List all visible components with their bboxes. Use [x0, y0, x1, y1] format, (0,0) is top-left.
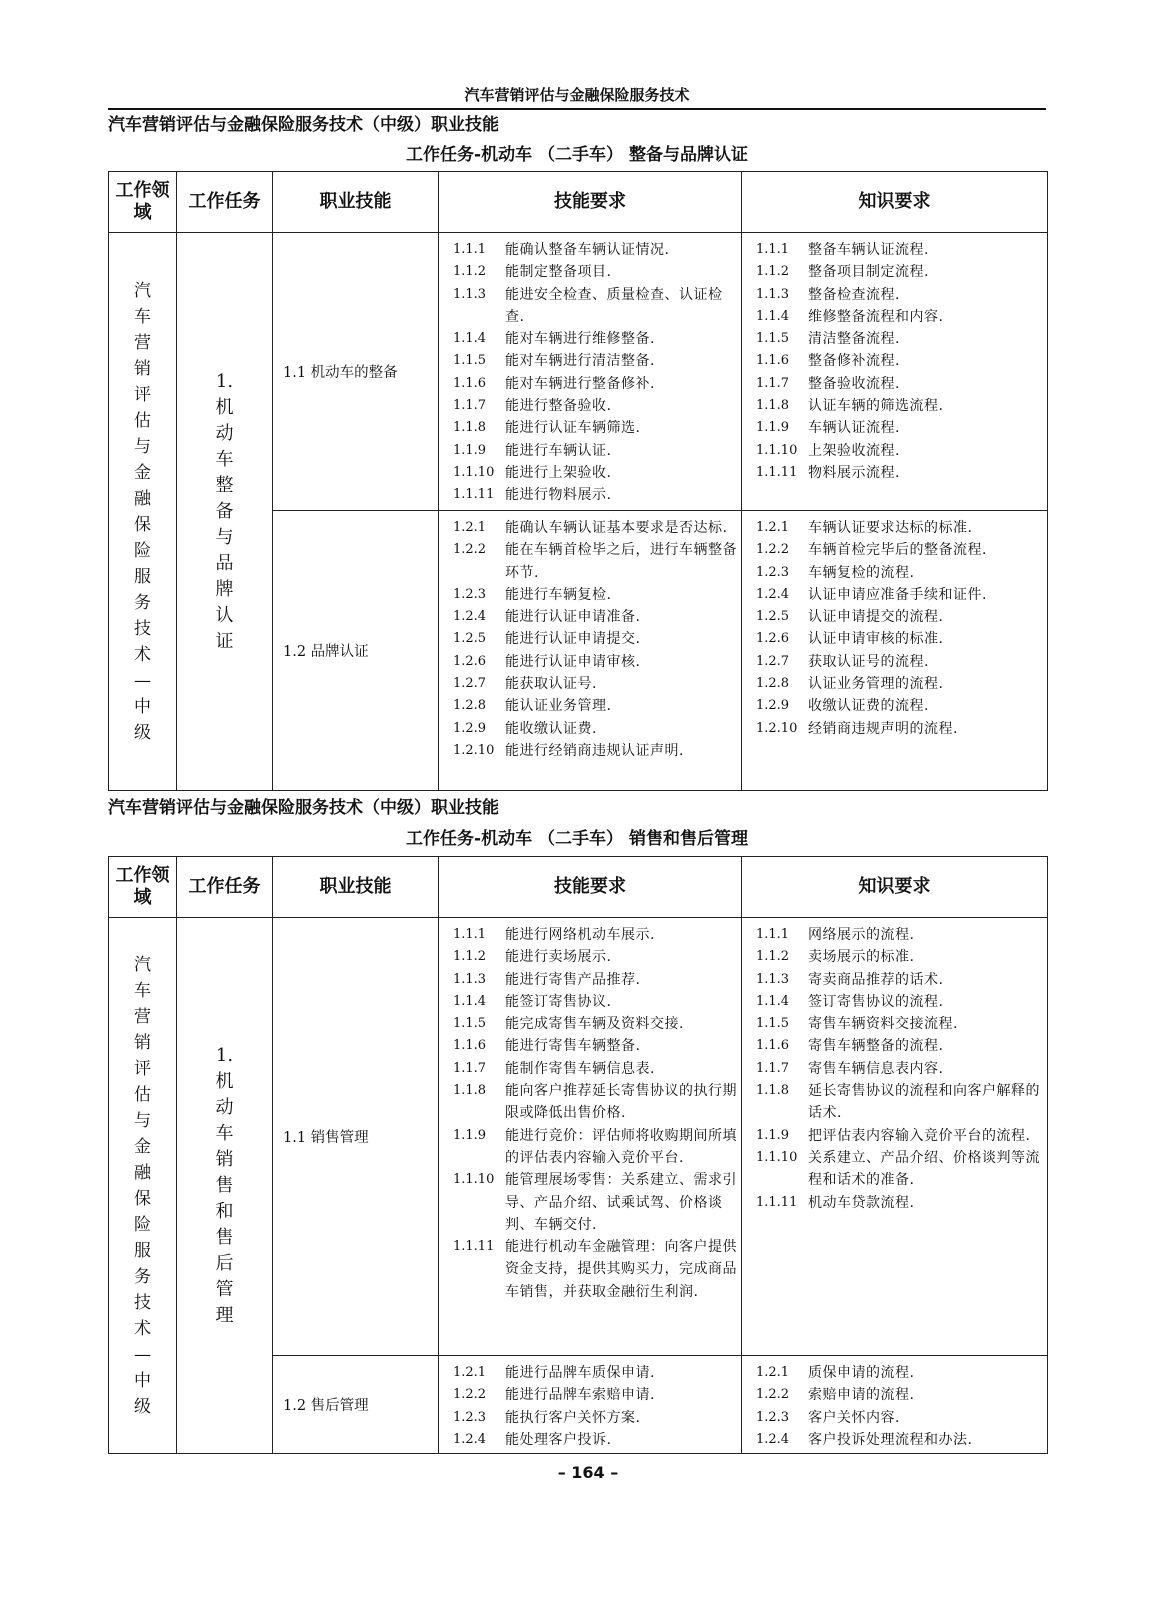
requirement-text: 能进安全检查、质量检查、认证检查. [505, 286, 723, 325]
skill-name: 1.2 售后管理 [273, 1356, 439, 1454]
requirement-number: 1.2.10 [453, 742, 495, 758]
requirement-item [756, 695, 1043, 717]
requirement-item [453, 284, 737, 329]
requirement-number: 1.1.6 [756, 353, 790, 369]
requirement-item [453, 740, 737, 762]
requirement-number: 1.1.3 [756, 971, 790, 987]
requirement-number: 1.2.2 [453, 1387, 487, 1403]
requirement-item [756, 1147, 1043, 1192]
requirement-text: 能认证业务管理. [505, 698, 612, 715]
requirement-text: 能进行品牌车质保申请. [505, 1365, 655, 1381]
requirement-text: 能签订寄售协议. [505, 993, 612, 1010]
requirement-text: 把评估表内容输入竞价平台的流程. [808, 1127, 1031, 1144]
requirement-text: 物料展示流程. [808, 464, 900, 481]
requirement-number: 1.2.6 [453, 653, 487, 669]
requirement-item [453, 395, 737, 417]
skill-requirements [439, 918, 742, 1356]
requirement-text: 认证申请提交的流程. [808, 609, 944, 626]
section-title: 汽车营销评估与金融保险服务技术（中级）职业技能 [108, 798, 499, 818]
requirement-item [453, 517, 737, 539]
requirement-text: 整备验收流程. [808, 375, 900, 392]
column-header: 工作领域 [109, 857, 177, 918]
requirement-text: 寄售车辆整备的流程. [808, 1038, 944, 1055]
requirement-item [453, 1384, 737, 1406]
requirement-item [453, 440, 737, 462]
work-task-cell [177, 918, 273, 1454]
requirement-item [756, 969, 1043, 991]
requirement-number: 1.2.7 [453, 676, 487, 692]
requirement-number: 1.2.2 [453, 542, 487, 558]
work-domain-cell [109, 233, 177, 791]
requirement-item [453, 924, 737, 946]
requirement-text: 能确认整备车辆认证情况. [505, 242, 670, 258]
requirement-number: 1.1.8 [453, 1083, 487, 1099]
requirement-number: 1.2.9 [756, 698, 790, 714]
requirement-number: 1.2.3 [453, 586, 487, 602]
requirement-number: 1.2.5 [453, 631, 487, 647]
requirement-item [756, 584, 1043, 606]
requirement-text: 认证业务管理的流程. [808, 676, 944, 693]
requirement-text: 能进行物料展示. [505, 487, 612, 504]
requirement-number: 1.1.3 [756, 286, 790, 302]
requirement-number: 1.1.11 [453, 487, 495, 503]
column-header: 职业技能 [273, 172, 439, 233]
requirement-item [453, 1429, 737, 1451]
section-title: 汽车营销评估与金融保险服务技术（中级）职业技能 [108, 115, 499, 135]
requirement-text: 认证申请应准备手续和证件. [808, 586, 987, 603]
column-header: 工作任务 [177, 857, 273, 918]
skill-row [109, 918, 1048, 1356]
requirement-text: 客户投诉处理流程和办法. [808, 1431, 973, 1448]
requirement-item [453, 261, 737, 283]
requirement-number: 1.2.2 [756, 1387, 790, 1403]
requirement-text: 上架验收流程. [808, 442, 900, 459]
requirement-item [756, 239, 1043, 261]
requirement-item [756, 628, 1043, 650]
requirement-number: 1.1.1 [453, 242, 487, 257]
requirement-number: 1.1.9 [756, 420, 790, 436]
requirement-text: 能制定整备项目. [505, 264, 612, 281]
requirement-item [756, 1058, 1043, 1080]
requirement-text: 能确认车辆认证基本要求是否达标. [505, 520, 728, 536]
requirement-text: 网络展示的流程. [808, 927, 915, 943]
skill-requirements [439, 1356, 742, 1454]
requirement-number: 1.1.2 [756, 264, 790, 280]
requirement-text: 整备车辆认证流程. [808, 242, 929, 258]
requirement-number: 1.1.4 [756, 308, 790, 324]
requirement-number: 1.1.5 [756, 1016, 790, 1032]
requirement-item [756, 395, 1043, 417]
requirement-number: 1.1.6 [756, 1038, 790, 1054]
requirement-text: 质保申请的流程. [808, 1365, 915, 1381]
requirement-number: 1.1.5 [453, 353, 487, 369]
requirement-item [453, 584, 737, 606]
requirement-text: 能管理展场零售：关系建立、需求引导、产品介绍、试乘试驾、价格谈判、车辆交付. [505, 1172, 737, 1233]
requirement-text: 能进行车辆复检. [505, 586, 612, 603]
column-header: 知识要求 [742, 172, 1048, 233]
requirement-item [453, 673, 737, 695]
requirement-number: 1.1.7 [453, 398, 487, 414]
requirement-text: 能进行认证车辆筛选. [505, 420, 641, 437]
requirement-number: 1.2.6 [756, 631, 790, 647]
requirement-item [453, 462, 737, 484]
requirement-number: 1.1.4 [453, 331, 487, 347]
requirement-number: 1.1.5 [756, 331, 790, 347]
requirement-item [756, 1407, 1043, 1429]
requirement-item [756, 1035, 1043, 1057]
requirement-item [453, 239, 737, 261]
requirement-text: 寄卖商品推荐的话术. [808, 971, 944, 988]
requirement-number: 1.2.3 [756, 1409, 790, 1425]
requirement-text: 整备检查流程. [808, 286, 900, 303]
requirement-item [756, 284, 1043, 306]
requirement-number: 1.2.5 [756, 609, 790, 625]
skills-table [108, 856, 1048, 1454]
requirement-text: 能进行车辆认证. [505, 442, 612, 459]
requirement-number: 1.1.10 [756, 442, 798, 458]
requirement-text: 卖场展示的标准. [808, 949, 915, 966]
requirement-number: 1.1.2 [453, 949, 487, 965]
requirement-item [453, 1362, 737, 1384]
work-domain-cell [109, 918, 177, 1454]
requirement-number: 1.2.3 [453, 1409, 487, 1425]
requirement-text: 寄售车辆资料交接流程. [808, 1016, 958, 1033]
requirement-item [453, 1125, 737, 1170]
requirement-item [453, 417, 737, 439]
requirement-number: 1.2.10 [756, 720, 798, 736]
requirement-item [756, 1125, 1043, 1147]
requirement-text: 能进行认证申请准备. [505, 609, 641, 626]
requirement-text: 能收缴认证费. [505, 720, 597, 737]
work-task: 1.机动车整备与品牌认证 [215, 370, 234, 652]
requirement-item [453, 1236, 737, 1303]
requirement-number: 1.1.4 [453, 993, 487, 1009]
requirement-number: 1.1.1 [453, 927, 487, 942]
requirement-item [453, 373, 737, 395]
requirement-item [756, 606, 1043, 628]
requirement-number: 1.1.9 [453, 442, 487, 458]
requirement-number: 1.1.6 [453, 375, 487, 391]
requirement-text: 能进行品牌车索赔申请. [505, 1387, 655, 1404]
requirement-number: 1.1.1 [756, 242, 790, 257]
skill-row [109, 233, 1048, 511]
requirement-text: 能进行卖场展示. [505, 949, 612, 966]
requirement-item [756, 1384, 1043, 1406]
requirement-text: 寄售车辆信息表内容. [808, 1060, 944, 1077]
requirement-text: 能进行网络机动车展示. [505, 927, 655, 943]
requirement-number: 1.2.1 [453, 1365, 487, 1380]
requirement-number: 1.1.2 [453, 264, 487, 280]
requirement-text: 能制作寄售车辆信息表. [505, 1060, 655, 1077]
requirement-number: 1.1.2 [756, 949, 790, 965]
work-domain: 汽车营销评估与金融保险服务技术—中级 [134, 280, 151, 743]
skills-table [108, 171, 1048, 791]
requirement-text: 能进行寄售车辆整备. [505, 1038, 641, 1055]
column-header: 工作领域 [109, 172, 177, 233]
column-header: 技能要求 [439, 857, 742, 918]
requirement-number: 1.2.2 [756, 542, 790, 558]
running-header: 汽车营销评估与金融保险服务技术 [108, 84, 1046, 110]
requirement-number: 1.1.8 [756, 1083, 790, 1099]
requirement-number: 1.2.1 [756, 520, 790, 535]
requirement-item [756, 1080, 1043, 1125]
requirement-text: 能执行客户关怀方案. [505, 1409, 641, 1426]
knowledge-requirements [742, 918, 1048, 1356]
requirement-item [756, 517, 1043, 539]
requirement-text: 签订寄售协议的流程. [808, 993, 944, 1010]
requirement-number: 1.2.4 [756, 586, 790, 602]
requirement-text: 能进行整备验收. [505, 398, 612, 415]
requirement-text: 车辆认证要求达标的标准. [808, 520, 973, 536]
requirement-text: 能进行竞价：评估师将收购期间所填的评估表内容输入竞价平台. [505, 1127, 737, 1166]
requirement-text: 车辆复检的流程. [808, 564, 915, 581]
requirement-item [756, 440, 1043, 462]
requirement-item [453, 1407, 737, 1429]
requirement-text: 车辆首检完毕后的整备流程. [808, 542, 987, 559]
requirement-item [453, 1013, 737, 1035]
requirement-item [453, 484, 737, 506]
requirement-item [756, 562, 1043, 584]
requirement-number: 1.1.9 [453, 1127, 487, 1143]
column-header: 工作任务 [177, 172, 273, 233]
requirement-number: 1.2.4 [453, 609, 487, 625]
requirement-number: 1.1.8 [756, 398, 790, 414]
requirement-number: 1.2.9 [453, 720, 487, 736]
requirement-item [453, 539, 737, 584]
requirement-text: 整备修补流程. [808, 353, 900, 370]
requirement-number: 1.1.9 [756, 1127, 790, 1143]
skill-name: 1.2 品牌认证 [273, 511, 439, 791]
requirement-item [453, 328, 737, 350]
requirement-number: 1.2.7 [756, 653, 790, 669]
requirement-number: 1.1.11 [453, 1239, 495, 1255]
requirement-number: 1.1.7 [453, 1060, 487, 1076]
requirement-number: 1.1.10 [453, 1172, 495, 1188]
requirement-text: 能进行认证申请提交. [505, 631, 641, 648]
requirement-text: 延长寄售协议的流程和向客户解释的话术. [808, 1083, 1040, 1122]
requirement-text: 能在车辆首检毕之后，进行车辆整备环节. [505, 542, 737, 581]
requirement-item [453, 946, 737, 968]
requirement-number: 1.1.1 [756, 927, 790, 942]
knowledge-requirements [742, 1356, 1048, 1454]
column-header: 知识要求 [742, 857, 1048, 918]
requirement-text: 能对车辆进行整备修补. [505, 375, 655, 392]
header-row [109, 172, 1048, 233]
requirement-item [756, 1362, 1043, 1384]
requirement-item [756, 373, 1043, 395]
requirement-number: 1.1.7 [756, 1060, 790, 1076]
requirement-item [756, 946, 1043, 968]
requirement-number: 1.1.3 [453, 971, 487, 987]
requirement-number: 1.2.1 [453, 520, 487, 535]
requirement-item [453, 350, 737, 372]
requirement-text: 车辆认证流程. [808, 420, 900, 437]
requirement-item [756, 261, 1043, 283]
requirement-item [453, 1169, 737, 1236]
skill-requirements [439, 511, 742, 791]
requirement-number: 1.1.11 [756, 1194, 798, 1210]
requirement-item [756, 350, 1043, 372]
requirement-number: 1.1.3 [453, 286, 487, 302]
requirement-item [756, 924, 1043, 946]
requirement-text: 能进行认证申请审核. [505, 653, 641, 670]
knowledge-requirements [742, 233, 1048, 511]
page-number: – 164 – [557, 1463, 619, 1482]
requirement-item [453, 1080, 737, 1125]
requirement-number: 1.1.7 [756, 375, 790, 391]
requirement-text: 能进行经销商违规认证声明. [505, 742, 684, 759]
requirement-item [756, 306, 1043, 328]
requirement-item [756, 328, 1043, 350]
requirement-text: 维修整备流程和内容. [808, 308, 944, 325]
requirement-text: 经销商违规声明的流程. [808, 720, 958, 737]
requirement-text: 关系建立、产品介绍、价格谈判等流程和话术的准备. [808, 1149, 1040, 1189]
requirement-item [453, 651, 737, 673]
section-subtitle: 工作任务-机动车 （二手车） 整备与品牌认证 [406, 145, 748, 165]
requirement-item [453, 628, 737, 650]
requirement-item [453, 1035, 737, 1057]
requirement-text: 认证申请审核的标准. [808, 631, 944, 648]
requirement-number: 1.2.1 [756, 1365, 790, 1380]
requirement-text: 获取认证号的流程. [808, 653, 929, 670]
requirement-number: 1.1.10 [756, 1149, 798, 1165]
skill-name: 1.1 机动车的整备 [273, 233, 439, 511]
requirement-item [756, 1429, 1043, 1451]
requirement-item [756, 673, 1043, 695]
work-task: 1.机动车销售和售后管理 [215, 1044, 234, 1326]
requirement-number: 1.2.8 [756, 676, 790, 692]
requirement-text: 认证车辆的筛选流程. [808, 398, 944, 415]
requirement-item [453, 718, 737, 740]
requirement-number: 1.2.8 [453, 698, 487, 714]
requirement-item [756, 718, 1043, 740]
requirement-number: 1.1.8 [453, 420, 487, 436]
requirement-text: 收缴认证费的流程. [808, 698, 929, 715]
requirement-item [756, 539, 1043, 561]
work-task-cell [177, 233, 273, 791]
requirement-item [453, 969, 737, 991]
requirement-text: 能完成寄售车辆及资料交接. [505, 1016, 684, 1033]
requirement-number: 1.2.4 [453, 1431, 487, 1447]
requirement-number: 1.1.11 [756, 464, 798, 480]
requirement-number: 1.2.4 [756, 1431, 790, 1447]
skill-requirements [439, 233, 742, 511]
skill-name: 1.1 销售管理 [273, 918, 439, 1356]
requirement-number: 1.1.5 [453, 1016, 487, 1032]
requirement-item [756, 1192, 1043, 1214]
requirement-text: 能对车辆进行维修整备. [505, 331, 655, 348]
requirement-text: 机动车贷款流程. [808, 1194, 915, 1211]
knowledge-requirements [742, 511, 1048, 791]
requirement-item [756, 651, 1043, 673]
requirement-item [756, 1013, 1043, 1035]
requirement-text: 能对车辆进行清洁整备. [505, 353, 655, 370]
requirement-text: 能向客户推荐延长寄售协议的执行期限或降低出售价格. [505, 1083, 737, 1122]
requirement-item [756, 462, 1043, 484]
requirement-item [756, 991, 1043, 1013]
requirement-text: 索赔申请的流程. [808, 1387, 915, 1404]
header-row [109, 857, 1048, 918]
column-header: 技能要求 [439, 172, 742, 233]
requirement-item [453, 1058, 737, 1080]
requirement-item [453, 606, 737, 628]
requirement-text: 清洁整备流程. [808, 331, 900, 348]
requirement-number: 1.1.4 [756, 993, 790, 1009]
requirement-item [453, 991, 737, 1013]
work-domain: 汽车营销评估与金融保险服务技术—中级 [134, 954, 151, 1417]
requirement-item [756, 417, 1043, 439]
requirement-number: 1.2.3 [756, 564, 790, 580]
requirement-text: 能处理客户投诉. [505, 1431, 612, 1448]
requirement-text: 客户关怀内容. [808, 1409, 900, 1426]
requirement-item [453, 695, 737, 717]
column-header: 职业技能 [273, 857, 439, 918]
requirement-number: 1.1.6 [453, 1038, 487, 1054]
requirement-text: 整备项目制定流程. [808, 264, 929, 281]
requirement-number: 1.1.10 [453, 464, 495, 480]
requirement-text: 能进行寄售产品推荐. [505, 971, 641, 988]
requirement-text: 能进行机动车金融管理：向客户提供资金支持，提供其购买力，完成商品车销售，并获取金融衍生利润. [505, 1239, 737, 1300]
requirement-text: 能进行上架验收. [505, 464, 612, 481]
requirement-text: 能获取认证号. [505, 676, 597, 693]
section-subtitle: 工作任务-机动车 （二手车） 销售和售后管理 [406, 829, 748, 849]
